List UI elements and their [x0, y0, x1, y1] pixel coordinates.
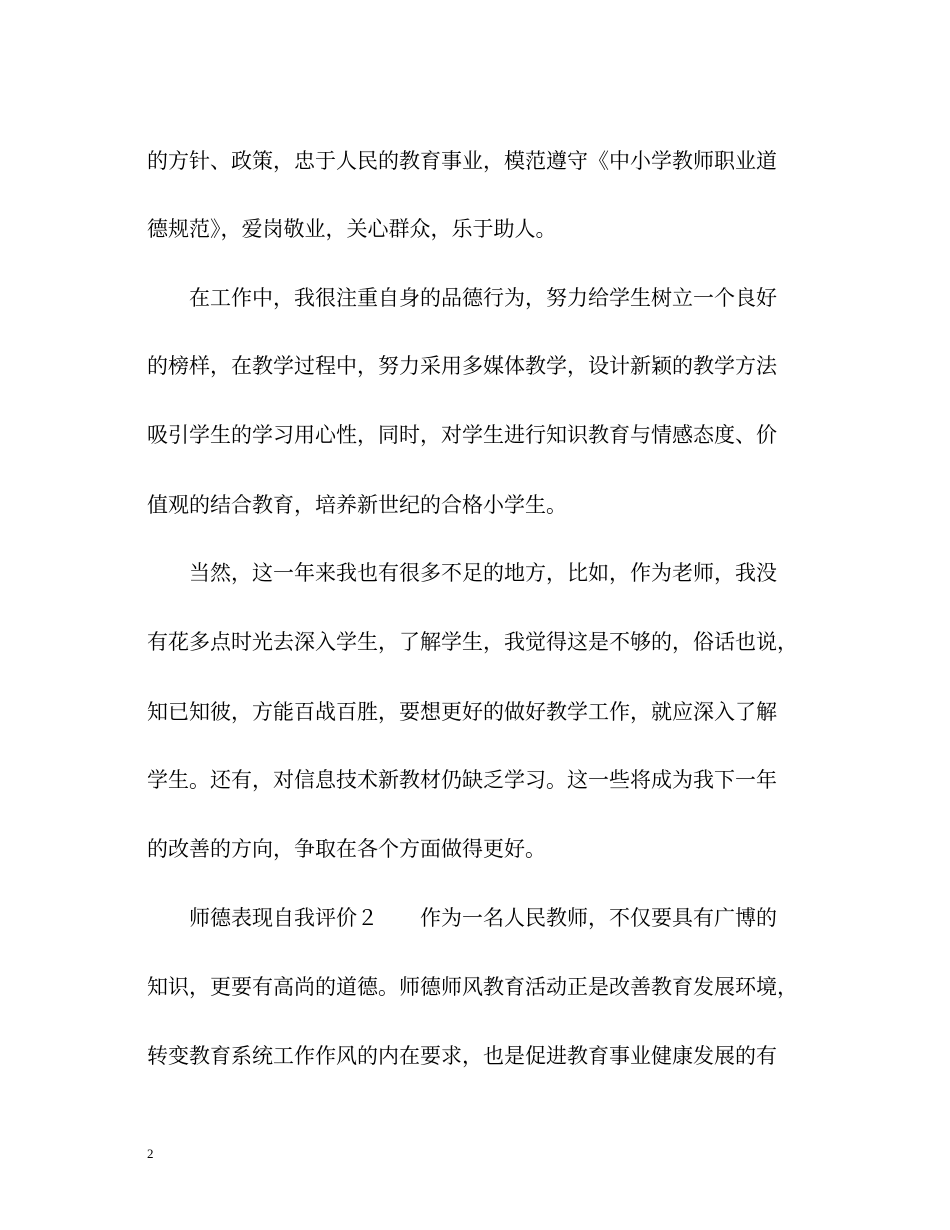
text-line: 吸引学生的学习用心性，同时，对学生进行知识教育与情感态度、价 — [147, 423, 777, 447]
text-line: 的方针、政策，忠于人民的教育事业，模范遵守《中小学教师职业道 — [147, 149, 777, 173]
text-span: 作为一名人民教师，不仅要具有广博的 — [420, 906, 777, 930]
section-heading: 师德表现自我评价２ — [189, 906, 378, 930]
text-line: 知识，更要有高尚的道德。师德师风教育活动正是改善教育发展环境， — [147, 975, 798, 999]
text-line: 知已知彼，方能百战百胜，要想更好的做好教学工作，就应深入了解 — [147, 700, 777, 724]
text-line — [189, 903, 859, 933]
text-line: 的改善的方向，争取在各个方面做得更好。 — [147, 837, 546, 861]
text-line: 值观的结合教育，培养新世纪的合格小学生。 — [147, 493, 567, 517]
page-number: 2 — [147, 1146, 154, 1161]
text-line: 德规范》，爱岗敬业，关心群众，乐于助人。 — [147, 217, 557, 241]
text-line: 学生。还有，对信息技术新教材仍缺乏学习。这一些将成为我下一年 — [147, 768, 777, 792]
text-line: 的榜样，在教学过程中，努力采用多媒体教学，设计新颖的教学方法 — [147, 354, 777, 378]
text-line: 转变教育系统工作作风的内在要求，也是促进教育事业健康发展的有 — [147, 1044, 777, 1068]
text-line: 当然，这一年来我也有很多不足的地方，比如，作为老师，我没 — [189, 561, 777, 585]
text-line: 有花多点时光去深入学生，了解学生，我觉得这是不够的，俗话也说， — [147, 630, 798, 654]
text-line: 在工作中，我很注重自身的品德行为，努力给学生树立一个良好 — [189, 286, 777, 310]
